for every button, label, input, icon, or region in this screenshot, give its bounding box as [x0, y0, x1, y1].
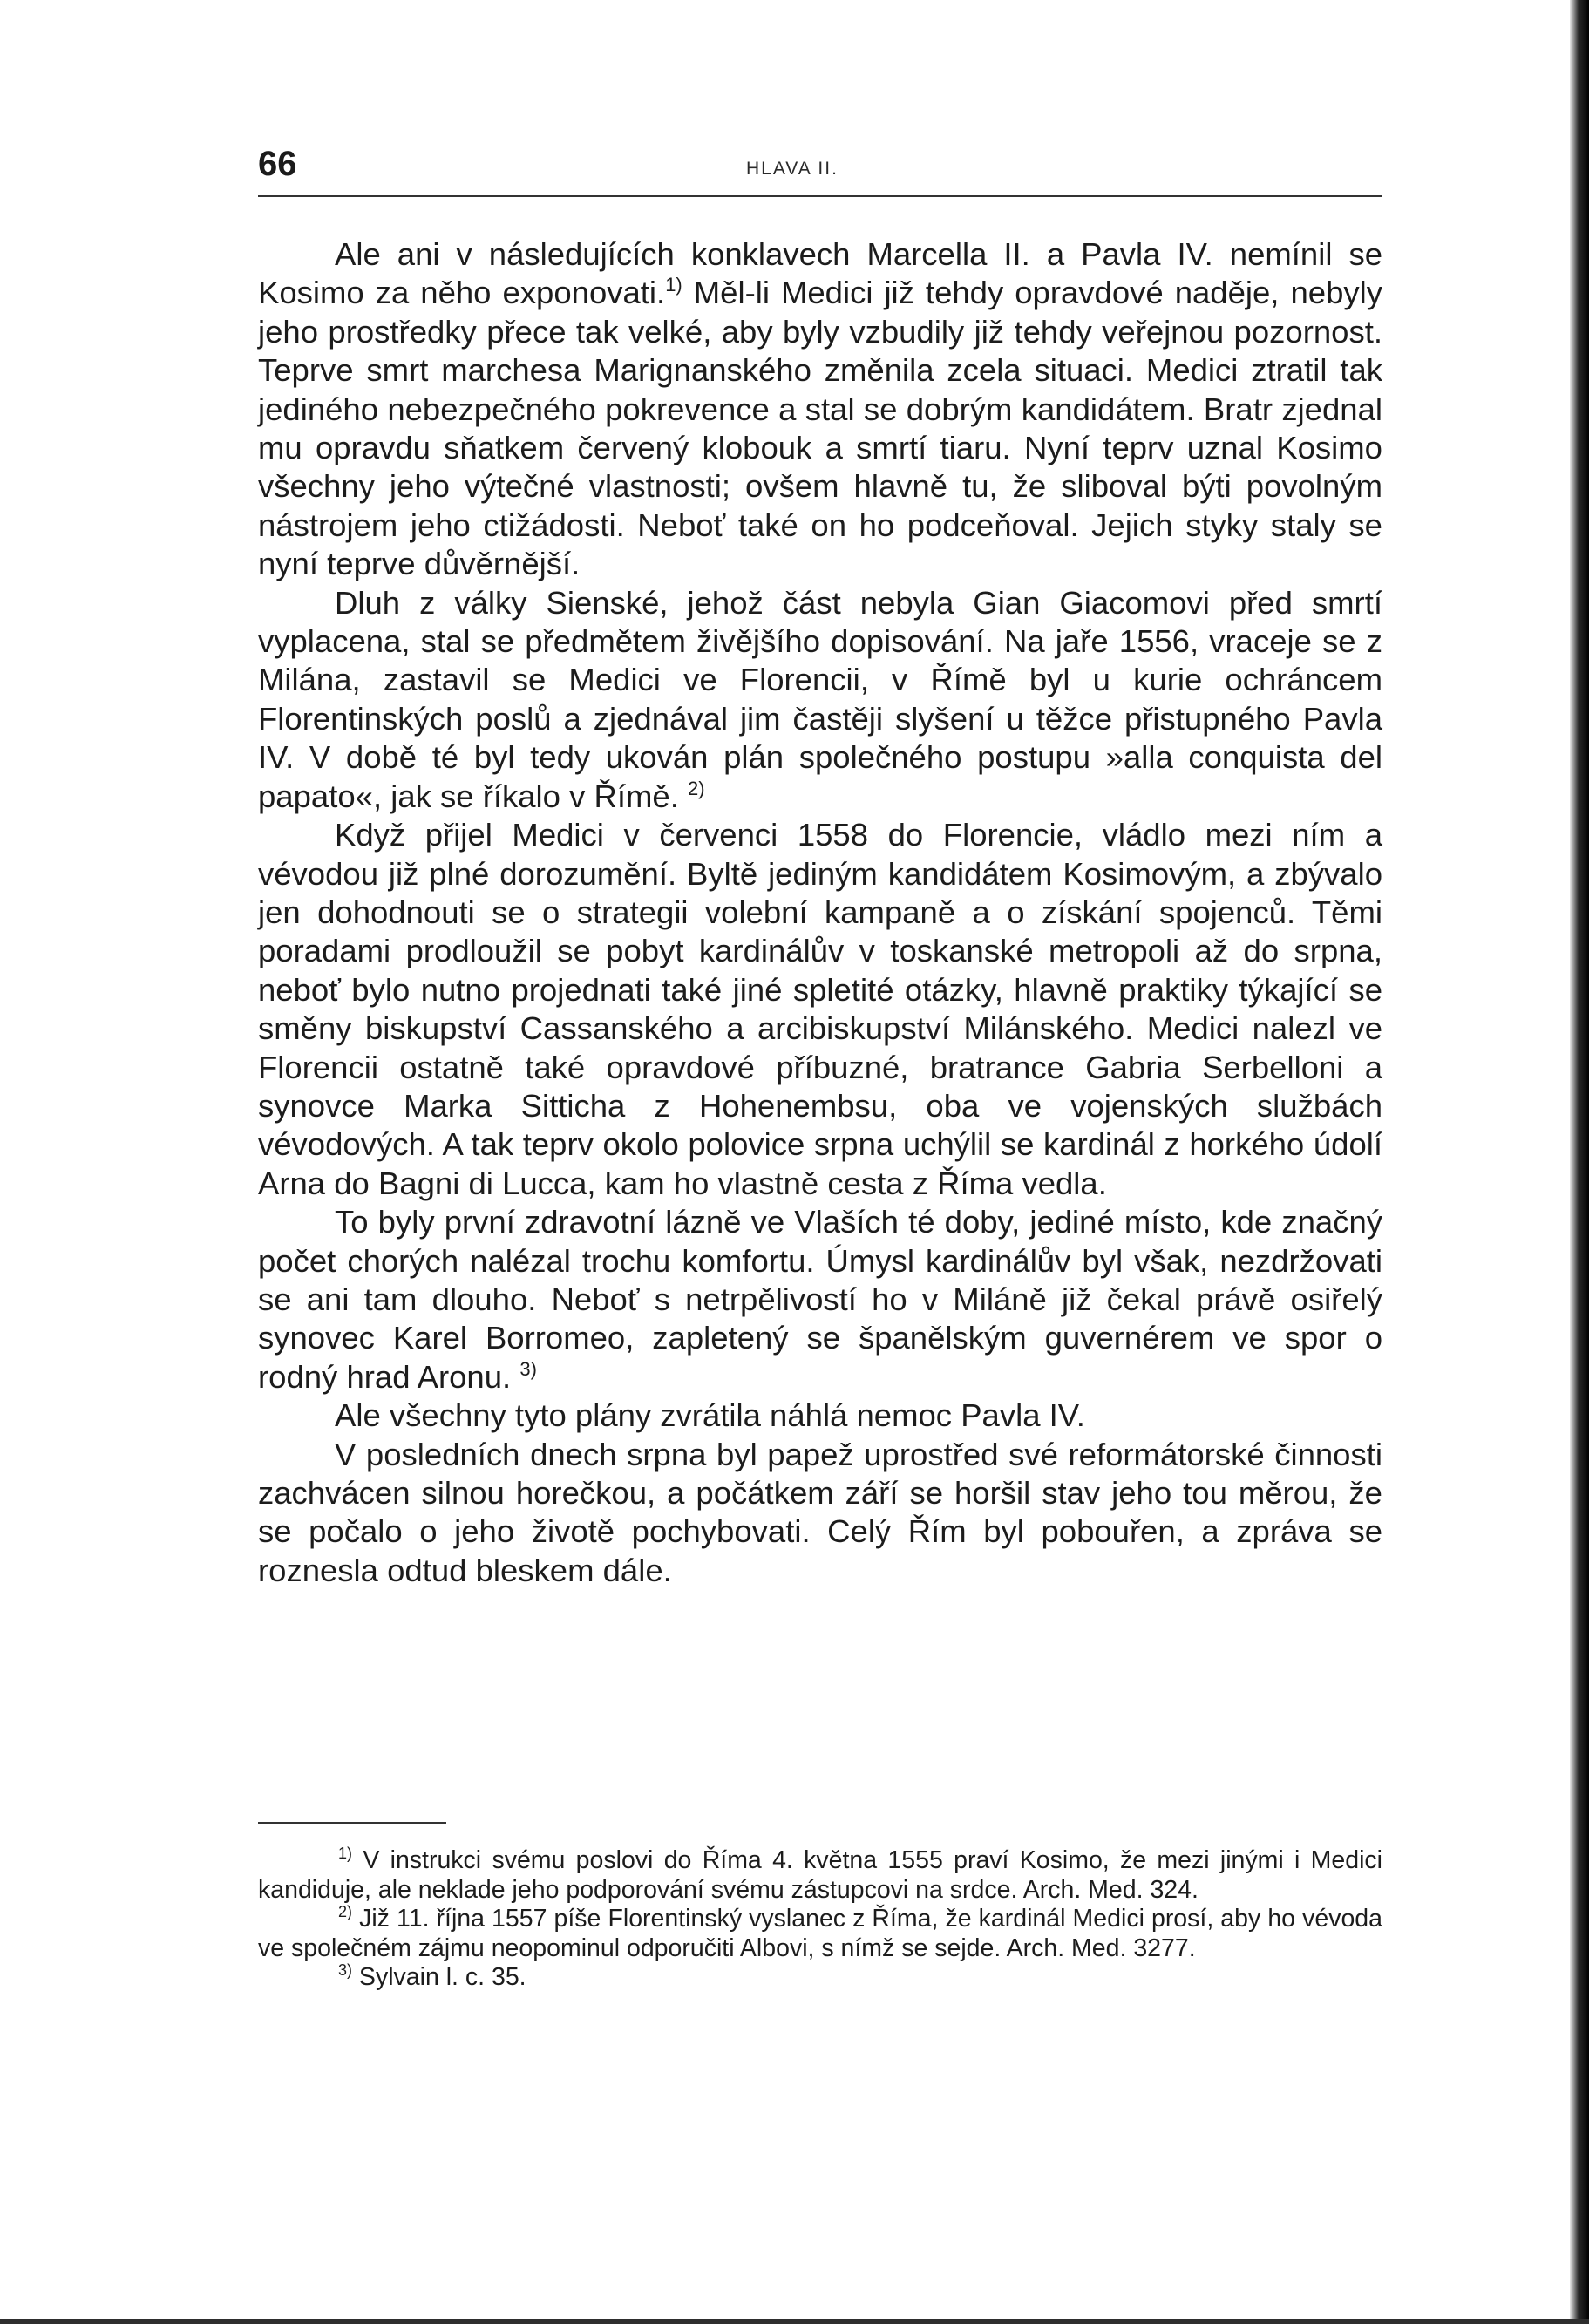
footnote-marker: 3) — [338, 1961, 353, 1979]
footnote-ref-2: 2) — [688, 777, 705, 799]
footnote-ref-3: 3) — [519, 1357, 537, 1380]
paragraph-1 — [258, 235, 1382, 584]
footnote-3 — [258, 1963, 1382, 1993]
footnote-text: Sylvain l. c. 35. — [352, 1963, 526, 1991]
footnote-text: V instrukci svému poslovi do Říma 4. května 1555 praví Kosimo, že mezi jinými i Medici kandiduje, ale neklade jeho podporování svému zástupcovi na srdce. Arch. Med. 324. — [258, 1846, 1382, 1904]
running-head: HLAVA II. — [746, 159, 839, 179]
paragraph-3 — [258, 816, 1382, 1203]
footnote-marker: 2) — [338, 1903, 353, 1920]
paragraph-text: Dluh z války Sienské, jehož část nebyla Gian Giacomovi před smrtí vyplacena, stal se předmětem živějšího dopisování. Na jaře 1556, vraceje se z Milána, zastavil se Medici ve Florencii, v Římě byl u kurie ochráncem Florentinských poslů a zjednával jim častěji slyšení u těžce přistupného Pavla IV. V době té byl tedy ukován plán společného postupu »alla conquista del papato«, jak se říkalo v Římě. — [258, 584, 1382, 814]
main-text — [258, 235, 1382, 1590]
footnote-2 — [258, 1905, 1382, 1963]
paragraph-text: Když přijel Medici v červenci 1558 do Florencie, vládlo mezi ním a vévodou již plné dorozumění. Byltě jediným kandidátem Kosimovým, a zbývalo jen dohodnouti se o strategii volební kampaně a o získání spojenců. Těmi poradami prodloužil se pobyt kardinálův v toskanské metropoli až do srpna, neboť bylo nutno projednati také jiné spletité otázky, hlavně praktiky týkající se směny biskupství Cassanského a arcibiskupství Milánského. Medici nalezl ve Florencii ostatně také opravdové příbuzné, bratrance Gabria Serbelloni a synovce Marka Sitticha z Hohenembsu, oba ve vojenských službách vévodových. A tak teprv okolo polovice srpna uchýlil se kardinál z horkého údolí Arna do Bagni di Lucca, kam ho vlastně cesta z Říma vedla. — [258, 817, 1382, 1201]
paragraph-text: Ale všechny tyto plány zvrátila náhlá nemoc Pavla IV. — [335, 1397, 1085, 1434]
paragraph-text: Měl-li Medici již tehdy opravdové naděje, nebyly jeho prostředky přece tak velké, aby byly vzbudily již tehdy veřejnou pozornost. Teprve smrt marchesa Marignanského změnila zcela situaci. Medici ztratil tak jediného nebezpečného pokrevence a stal se dobrým kandidátem. Bratr zjednal mu opravdu sňatkem červený klobouk a smrtí tiaru. Nyní teprv uznal Kosimo všechny jeho výtečné vlastnosti; ovšem hlavně tu, že sliboval býti povolným nástrojem jeho ctižádosti. Neboť také on ho podceňoval. Jejich styky staly se nyní teprve důvěrnější. — [258, 275, 1382, 582]
footnote-marker: 1) — [338, 1845, 353, 1862]
paragraph-5 — [258, 1396, 1382, 1435]
footnote-1 — [258, 1846, 1382, 1905]
paragraph-4 — [258, 1203, 1382, 1396]
footnote-divider — [258, 1822, 446, 1824]
paragraph-text: Ale ani v následujících konklavech Marcella II. a Pavla IV. nemínil se Kosimo za něho exponovati. — [258, 236, 1382, 311]
paragraph-text: To byly první zdravotní lázně ve Vlaších té doby, jediné místo, kde značný počet chorých nalézal trochu komfortu. Úmysl kardinálův byl však, nezdržovati se ani tam dlouho. Neboť s netrpělivostí ho v Miláně již čekal právě osiřelý synovec Karel Borromeo, zapletený se španělským guvernérem ve spor o rodný hrad Aronu. — [258, 1204, 1382, 1395]
paragraph-2 — [258, 584, 1382, 816]
footnotes — [258, 1846, 1382, 1993]
paragraph-6 — [258, 1436, 1382, 1591]
page-header — [258, 139, 1382, 197]
footnote-text: Již 11. října 1557 píše Florentinský vyslanec z Říma, že kardinál Medici prosí, aby ho vévoda ve společném zájmu neopominul odporučiti Albovi, s nímž se sejde. Arch. Med. 3277. — [258, 1905, 1382, 1962]
paragraph-text: V posledních dnech srpna byl papež uprostřed své reformátorské činnosti zachvácen silnou horečkou, a počátkem září se horšil stav jeho tou měrou, že se počalo o jeho životě pochybovati. Celý Řím byl pobouřen, a zpráva se roznesla odtud bleskem dále. — [258, 1436, 1382, 1588]
footnote-ref-1: 1) — [665, 274, 682, 296]
scan-edge-bottom — [0, 2319, 1589, 2324]
scan-edge-right — [1570, 0, 1589, 2324]
page-number: 66 — [258, 145, 297, 183]
